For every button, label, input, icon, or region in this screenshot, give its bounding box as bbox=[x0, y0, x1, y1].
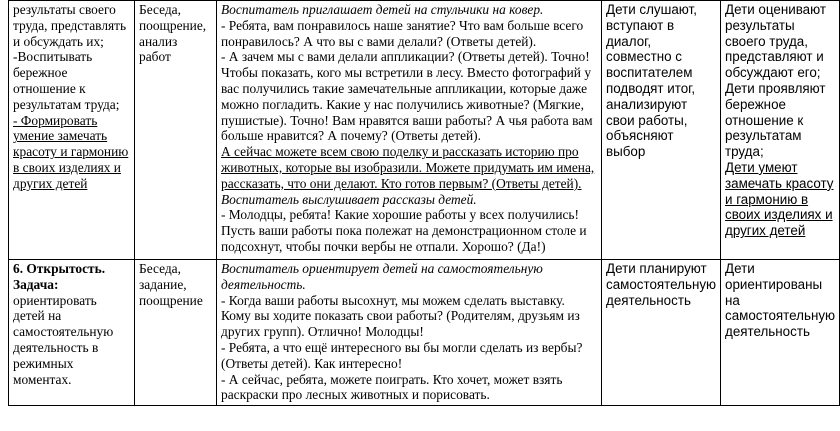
table-row bbox=[9, 260, 840, 406]
activity-cell bbox=[217, 260, 602, 406]
children-activity-text: Дети планируют самостоятельную деятельность bbox=[606, 261, 717, 308]
stage-cell bbox=[9, 260, 135, 406]
goal-text: результаты своего труда, представлять и обсуждать их; bbox=[13, 2, 127, 49]
results-cell bbox=[721, 1, 840, 260]
teacher-action: Воспитатель выслушивает рассказы детей. bbox=[221, 191, 477, 207]
result-text: Дети умеют замечать красоту и гармонию в своих изделиях и других детей bbox=[725, 159, 834, 239]
dialogue-text: А сейчас можете всем свою поделку и рассказать историю про животных, которые вы изобразили. Можете придумать им имена, рассказать, что они делают. Кто готов первым? (Ответы детей). bbox=[221, 144, 595, 191]
teacher-action: Воспитатель приглашает детей на стульчики на ковер. bbox=[221, 2, 544, 17]
result-text: Дети ориентированы на самостоятельную деятельность bbox=[725, 261, 836, 340]
methods-text: Беседа, поощрение, анализ работ bbox=[139, 2, 207, 65]
children-activity-text: Дети слушают, вступают в диалог, совместно с воспитателем подводят итог, анализируют свои работы, объясняют выбор bbox=[606, 2, 697, 160]
goal-text: -Воспитывать бережное отношение к результатам труда; bbox=[13, 49, 120, 112]
table-row bbox=[9, 1, 840, 260]
dialogue-text: - Ребята, вам понравилось наше занятие? Что вам больше всего понравилось? А что вы с вами делали? (Ответы детей). bbox=[221, 17, 584, 49]
result-text: Дети проявляют бережное отношение к результатам труда; bbox=[725, 80, 826, 160]
dialogue-text: - А зачем мы с вами делали аппликации? (Ответы детей). Точно! Чтобы показать, кого мы встретили в лесу. Вместо фотографий у вас получились такие замечательные аппликации, которые даже можно погладить. Какие у нас получились животные? (Мягкие, пушистые). Точно! Вам нравятся ваши работы? А чья работа вам больше нравится? А почему? (Ответы детей). bbox=[221, 49, 593, 144]
goals-cell bbox=[9, 1, 135, 260]
children-activity-cell bbox=[602, 1, 721, 260]
dialogue-text: - Молодцы, ребята! Какие хорошие работы у всех получились! Пусть ваши работы пока полежат на демонстрационном столе и подсохнут, чтобы почки вербы не отпали. Хорошо? (Да!) bbox=[221, 207, 587, 254]
children-activity-cell bbox=[602, 260, 721, 406]
task-text: ориентировать детей на самостоятельную деятельность в режимных моментах. bbox=[13, 292, 114, 387]
methods-cell bbox=[135, 1, 217, 260]
methods-text: Беседа, задание, поощрение bbox=[139, 261, 203, 308]
dialogue-text: - Ребята, а что ещё интересного вы бы могли сделать из вербы? (Ответы детей). Как интересно! bbox=[221, 339, 583, 371]
results-cell bbox=[721, 260, 840, 406]
dialogue-text: - Когда ваши работы высохнут, мы можем сделать выставку. Кому вы ходите показать свои работы? (Родителям, друзьям из других групп). Отлично! Молодцы! bbox=[221, 292, 580, 340]
result-text: Дети оценивают результаты своего труда, представляют и обсуждают его; bbox=[725, 2, 826, 81]
dialogue-text: - А сейчас, ребята, можете поиграть. Кто хочет, может взять раскраски про лесных животных и порисовать. bbox=[221, 371, 563, 403]
lesson-plan-table bbox=[8, 0, 840, 406]
methods-cell bbox=[135, 260, 217, 406]
activity-cell bbox=[217, 1, 602, 260]
goal-text: - Формировать умение замечать красоту и гармонию в своих изделиях и других детей bbox=[13, 112, 129, 191]
teacher-action: Воспитатель ориентирует детей на самостоятельную деятельность. bbox=[221, 261, 543, 292]
task-label: Задача: bbox=[13, 276, 59, 292]
stage-title: 6. Открытость. bbox=[13, 261, 106, 276]
